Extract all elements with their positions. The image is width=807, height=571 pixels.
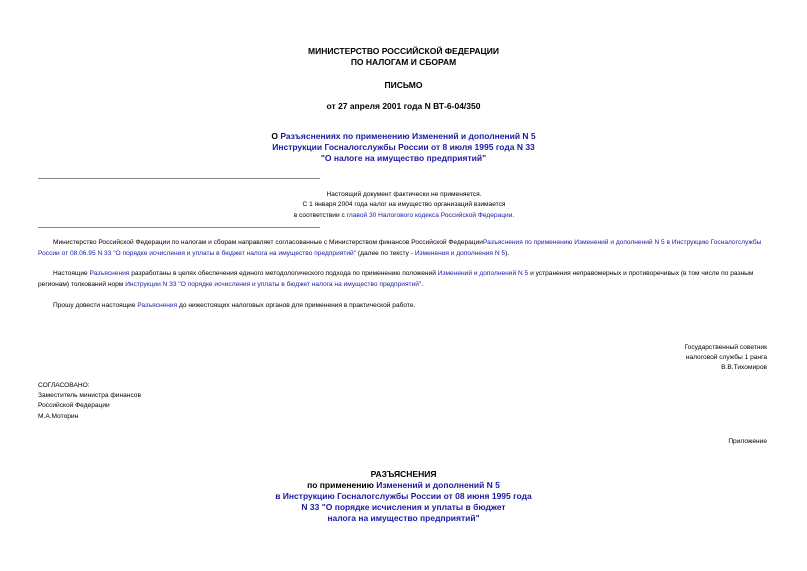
p2-amendments-link[interactable]: Изменений и дополнений N 5 — [437, 270, 529, 277]
agreed-line-3: Российской Федерации — [38, 402, 110, 410]
signature-line-1: Государственный советник — [684, 344, 767, 351]
appendix-line-2[interactable]: в Инструкцию Госналогслужбы России от 08 июня 1995 года — [275, 491, 532, 501]
notice-line-3 — [38, 211, 770, 221]
appendix-line-4[interactable]: налога на имущество предприятий" — [327, 513, 480, 523]
notice-line-2: С 1 января 2004 года налог на имущество организаций взимается — [302, 201, 506, 209]
subject-link-3[interactable]: "О налоге на имущество предприятий" — [320, 153, 487, 163]
p2-start: Настоящие — [53, 270, 90, 277]
p1-mid: (далее по тексту - — [356, 249, 415, 257]
appendix-line-1 — [0, 480, 807, 490]
subject-link-2[interactable]: Инструкции Госналогслужбы России от 8 июля 1995 года N 33 — [272, 142, 535, 152]
p3-clarifications-link[interactable]: Разъяснения — [137, 302, 178, 309]
appendix-line-1-text: по применению — [307, 480, 377, 490]
subject-line-1 — [0, 131, 807, 141]
notice-block — [38, 190, 770, 221]
doc-date: от 27 апреля 2001 года N ВТ-6-04/350 — [326, 101, 481, 111]
p2-clarifications-link[interactable]: Разъяснения — [89, 270, 130, 277]
agreed-line-1: СОГЛАСОВАНО: — [38, 382, 90, 389]
p2-mid-1: разработаны в целях обеспечения единого методологического подхода по применению положений — [129, 270, 438, 277]
p2-mid-2: и устранения неправомерных и противоречивых (в том числе по разным регионам) толкований норм — [38, 270, 754, 288]
notice-line-3-text: в соответствии с — [293, 211, 347, 219]
subject-line-2 — [0, 142, 807, 152]
appendix-line-3[interactable]: N 33 "О порядке исчисления и уплаты в бюджет — [301, 502, 506, 512]
ministry-line-1: МИНИСТЕРСТВО РОССИЙСКОЙ ФЕДЕРАЦИИ — [308, 46, 499, 56]
notice-bottom-rule — [38, 227, 320, 228]
appendix-amendments-link[interactable]: Изменений и дополнений N 5 — [376, 480, 500, 490]
agreed-line-2: Заместитель министра финансов — [38, 392, 141, 400]
appendix-title: РАЗЪЯСНЕНИЯ — [370, 469, 437, 479]
subject-line-3 — [0, 153, 807, 163]
signature-block — [685, 343, 767, 374]
subject-prefix: О — [271, 131, 281, 141]
subject-link-1[interactable]: Разъяснениях по применению Изменений и дополнений N 5 — [280, 131, 536, 141]
paragraph-3 — [38, 301, 770, 312]
p2-end: . — [421, 280, 424, 288]
p1-text: Министерство Российской Федерации по налогам и сборам направляет согласованные с Министерством финансов Российской Федерации — [53, 239, 483, 246]
appendix-label: Приложение — [728, 438, 767, 445]
agreed-block — [38, 381, 141, 422]
paragraph-2 — [38, 269, 770, 290]
notice-line-3-end: . — [512, 211, 515, 219]
p1-end: ). — [505, 249, 510, 257]
p1-clarifications-link[interactable]: Разъяснения по применению Изменений и дополнений N 5 в Инструкцию Госналогслужбы России от 08.06.95 N 33 "О порядке исчисления и уплаты в бюджет налога на имущество предприятий" — [38, 239, 762, 257]
notice-line-1: Настоящий документ фактически не применяется. — [326, 191, 482, 198]
p1-amendments-link[interactable]: Изменения и дополнения N 5 — [414, 249, 506, 257]
notice-top-rule — [38, 178, 320, 179]
p2-instruction-link[interactable]: Инструкции N 33 "О порядке исчисления и уплаты в бюджет налога на имущество предприятий" — [125, 280, 422, 288]
p3-end: до нижестоящих налоговых органов для применения в практической работе. — [177, 302, 416, 309]
p3-start: Прошу довести настоящие — [53, 302, 138, 309]
agreed-line-4: М.А.Моторин — [38, 412, 79, 420]
signature-line-2: налоговой службы 1 ранга — [685, 354, 767, 362]
ministry-line-2: ПО НАЛОГАМ И СБОРАМ — [350, 57, 457, 67]
paragraph-1 — [38, 238, 770, 259]
signature-line-3: В.В.Тихомиров — [721, 364, 767, 372]
tax-code-link[interactable]: главой 30 Налогового кодекса Российской Федерации — [346, 211, 513, 219]
doc-type: ПИСЬМО — [384, 80, 423, 90]
